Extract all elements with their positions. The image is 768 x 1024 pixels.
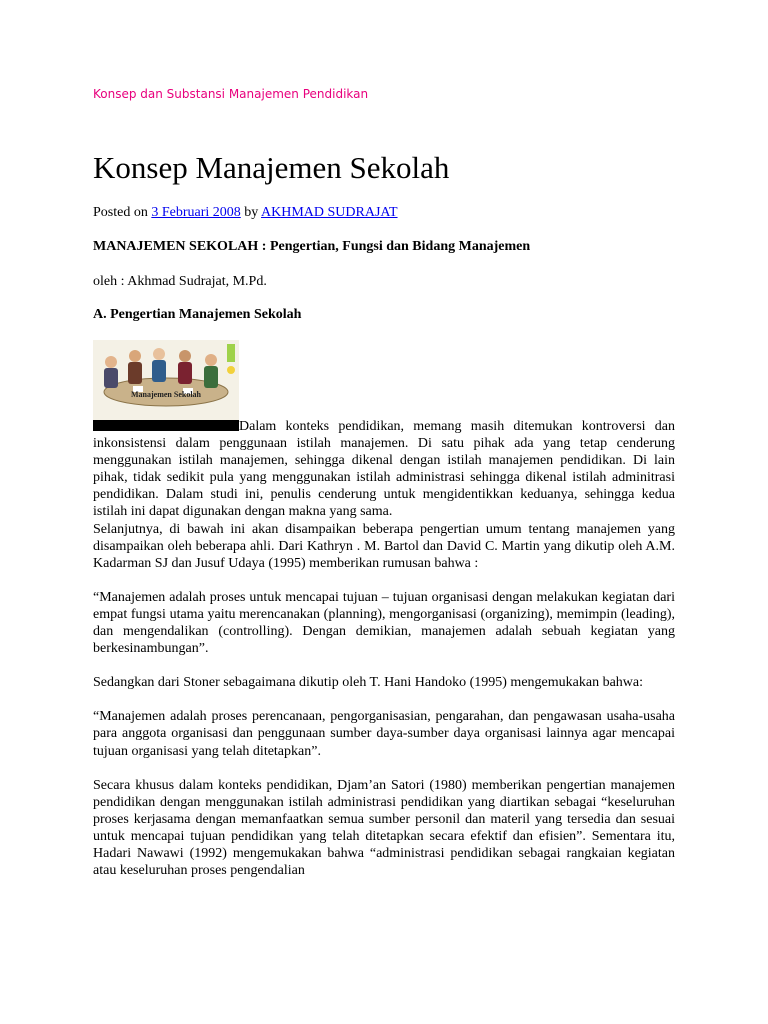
- meeting-illustration: [93, 340, 239, 420]
- paragraph: “Manajemen adalah proses untuk mencapai tujuan – tujuan organisasi dengan melakukan kegiatan dari empat fungsi utama yaitu merencanakan (planning), mengorganisasi (organizing), memimpin (leading), dan mengendalikan (controlling). Dengan demikian, manajemen adalah sebuah kegiatan yang berkesinambungan”.: [93, 589, 675, 657]
- author-link[interactable]: AKHMAD SUDRAJAT: [261, 205, 398, 220]
- paragraph: Secara khusus dalam konteks pendidikan, Djam’an Satori (1980) memberikan pengertian manajemen pendidikan dengan menggunakan istilah administrasi pendidikan yang diartikan sebagai “keseluruhan proses kerjasama dengan memanfaatkan semua sumber personil dan materil yang tersedia dan sesuai untuk mencapai tujuan pendidikan yang telah ditetapkan secara efektif dan efisien”. Sementara itu, Hadari Nawawi (1992) mengemukakan bahwa “administrasi pendidikan sebagai rangkaian kegiatan atau keseluruhan proses pengendalian: [93, 777, 675, 879]
- byline: oleh : Akhmad Sudrajat, M.Pd.: [93, 274, 267, 289]
- paragraph: “Manajemen adalah proses perencanaan, pengorganisasian, pengarahan, dan pengawasan usaha-usaha para anggota organisasi dan penggunaan sumber daya-sumber daya organisasi lainnya agar mencapai tujuan organisasi yang telah ditetapkan”.: [93, 709, 675, 759]
- post-meta: [93, 205, 398, 221]
- paragraph: Dalam konteks pendidikan, memang masih ditemukan kontroversi dan inkonsistensi dalam penggunaan istilah manajemen. Di satu pihak ada yang tetap cenderung menggunakan istilah manajemen, sehingga dikenal dengan istilah manajemen pendidikan. Di lain pihak, tidak sedikit pula yang menggunakan istilah administrasi sehingga dikenal istilah adminitrasi pendidikan. Dalam studi ini, penulis cenderung untuk mengidentikkan keduanya, sehingga kedua istilah ini dapat digunakan dengan makna yang sama.: [93, 419, 675, 520]
- image-caption: Manajemen Sekolah: [131, 390, 201, 399]
- page-title: Konsep Manajemen Sekolah: [93, 150, 450, 185]
- article-body: [93, 418, 675, 879]
- paragraph: Selanjutnya, di bawah ini akan disampaikan beberapa pengertian umum tentang manajemen yang disampaikan oleh beberapa ahli. Dari Kathryn . M. Bartol dan David C. Martin yang dikutip oleh A.M. Kadarman SJ dan Jusuf Udaya (1995) memberikan rumusan bahwa :: [93, 521, 675, 571]
- category-link[interactable]: Konsep dan Substansi Manajemen Pendidikan: [93, 87, 369, 101]
- posted-prefix: Posted on: [93, 205, 148, 220]
- date-link[interactable]: 3 Februari 2008: [151, 205, 241, 220]
- by-word: by: [244, 205, 259, 220]
- paragraph: Sedangkan dari Stoner sebagaimana dikutip oleh T. Hani Handoko (1995) mengemukakan bahwa:: [93, 675, 643, 691]
- article-subtitle: MANAJEMEN SEKOLAH : Pengertian, Fungsi dan Bidang Manajemen: [93, 239, 531, 254]
- section-heading: A. Pengertian Manajemen Sekolah: [93, 307, 302, 322]
